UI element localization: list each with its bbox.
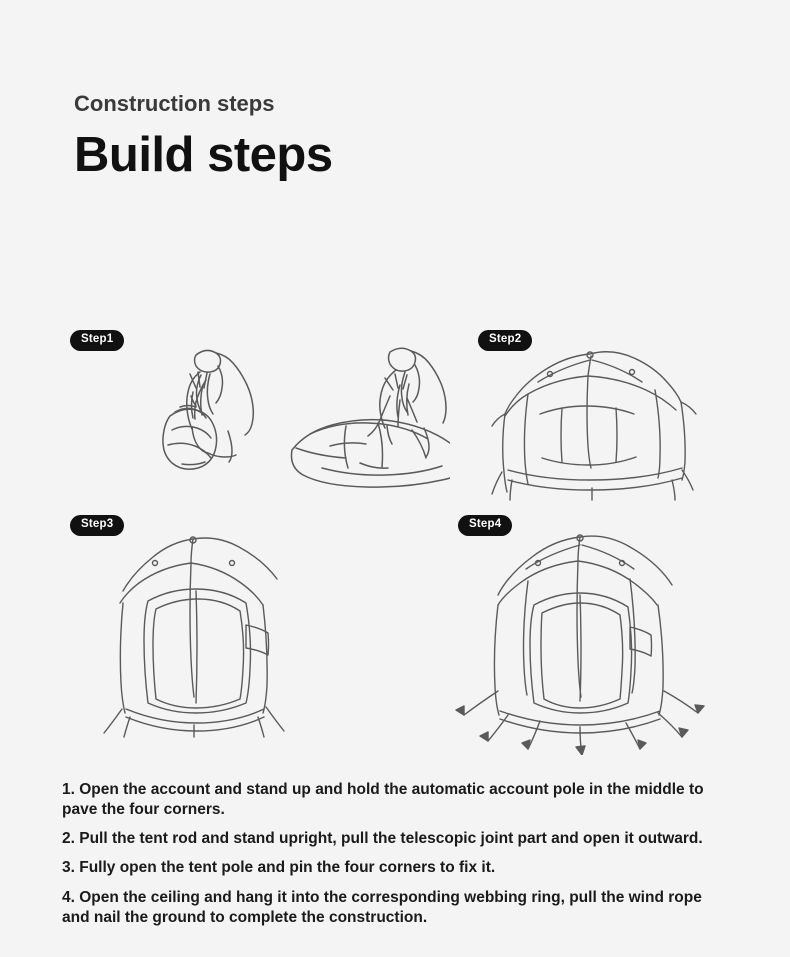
- steps-area: [0, 318, 790, 758]
- step2-illustration: [450, 330, 770, 505]
- instruction-2: 2. Pull the tent rod and stand upright, pull the telescopic joint part and open it outward.: [62, 830, 703, 848]
- instruction-1: 1. Open the account and stand up and hold the automatic account pole in the middle to pave the four corners.: [62, 781, 704, 819]
- step-cell-3: [60, 515, 450, 755]
- step-cell-4: [430, 515, 770, 755]
- step3-illustration: [60, 515, 450, 755]
- step-badge-3: Step3: [70, 515, 124, 536]
- step-cell-1: [60, 330, 450, 505]
- step-badge-1: Step1: [70, 330, 124, 351]
- instructions-list: [62, 780, 732, 937]
- instruction-3: 3. Fully open the tent pole and pin the four corners to fix it.: [62, 859, 496, 877]
- step1-illustration: [60, 330, 450, 505]
- step-badge-4: Step4: [458, 515, 512, 536]
- instruction-4: 4. Open the ceiling and hang it into the corresponding webbing ring, pull the wind rope and nail the ground to complete the construction.: [62, 888, 702, 926]
- step4-illustration: [430, 515, 770, 755]
- page-header: [74, 92, 333, 182]
- page-eyebrow: Construction steps: [74, 91, 275, 116]
- step-cell-2: [450, 330, 770, 505]
- page-title: Build steps: [74, 128, 333, 183]
- step-badge-2: Step2: [478, 330, 532, 351]
